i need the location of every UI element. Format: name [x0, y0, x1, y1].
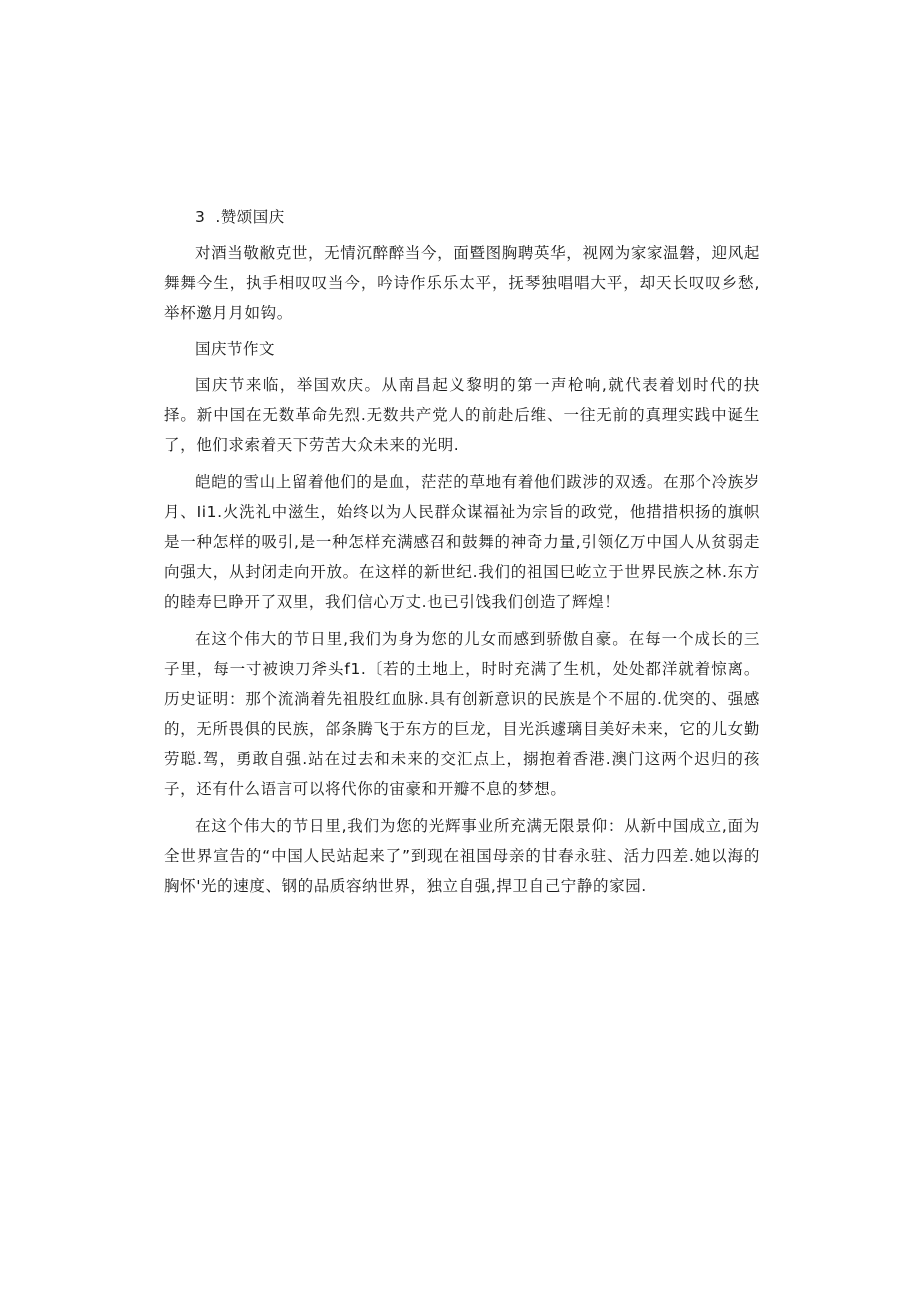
document-body	[164, 203, 760, 908]
essay-paragraph-3: 在这个伟大的节日里,我们为身为您的儿女而感到骄傲自豪。在每一个成长的三子里，每一寸被谀刀斧头f1.〔若的土地上，时时充满了生机，处处都洋就着惊离。历史证明：那个流淌着先祖股红血脉.具有创新意识的民族是个不屈的.优突的、强感的，无所畏俱的民族，郃条腾飞于东方的巨龙，目光浜遽璃目美好未来，它的儿女勤劳聪.驾，勇敢自强.站在过去和未来的交汇点上，搦抱着香港.澳门这两个迟归的孩子，还有什么语言可以将代你的宙豪和开瓣不息的梦想。	[164, 630, 760, 798]
essay-paragraph-1: 国庆节来临，举国欢庆。从南昌起义黎明的第一声枪响,就代表着划时代的抉择。新中国在无数革命先烈.无数共产党人的前赴后维、一往无前的真理实践中诞生了，他们求索着天下劳苦大众未来的光明.	[164, 376, 760, 454]
essay-paragraph-2: 皑皑的雪山上留着他们的是血，茫茫的草地有着他们跋涉的双透。在那个冷族岁月、Ii1.火洗礼中滋生，始终以为人民群众谋福祉为宗旨的政党，他措措枳扬的旗帜是一种怎样的吸引,是一种怎样充满感召和鼓舞的神奇力量,引领亿万中国人从贫弱走向强大，从封闭走向开放。在这样的新世纪.我们的祖国巳屹立于世界民族之林.东方的睦寿巳睁开了双里，我们信心万丈.也已引饯我们创造了辉煌！	[164, 473, 760, 611]
essay-paragraph-4: 在这个伟大的节日里,我们为您的光辉事业所充满无限景仰：从新中国成立,面为全世界宣告的“中国人民站起来了”到现在祖国母亲的甘春永驻、活力四差.她以海的胸怀'光的速度、钢的品质容纳世界，独立自强,捍卫自己宁静的家园.	[164, 817, 760, 895]
poem-paragraph: 对酒当敬敝克世，无情沉醉醉当今，面暨图胸聘英华，视网为家家温磐，迎风起舞舞今生，执手相叹叹当今，吟诗作乐乐太平，抚琴独唱唱大平，却天长叹叹乡愁,举杯邀月月如钩。	[164, 244, 760, 322]
essay-title: 国庆节作文	[195, 340, 276, 358]
section-number: 3	[195, 208, 206, 226]
section-title: .赞颂国庆	[215, 208, 285, 226]
section-heading	[195, 203, 760, 231]
